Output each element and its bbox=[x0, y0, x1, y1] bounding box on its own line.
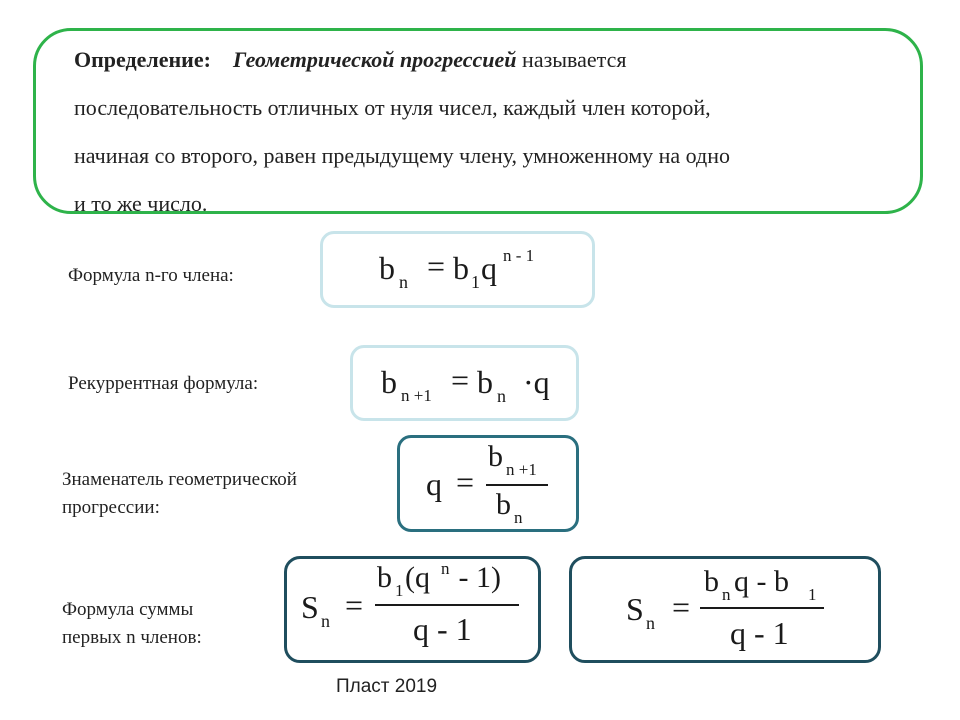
den-den-sub: n bbox=[514, 508, 523, 527]
sum2-num-rest: q - b bbox=[734, 565, 789, 598]
definition-line-3: начиная со второго, равен предыдущему члену, умноженному на одно bbox=[74, 143, 730, 168]
sum1-num-rest: - 1) bbox=[451, 561, 501, 594]
nth-b1-sub: 1 bbox=[471, 272, 480, 292]
nth-b1: b bbox=[453, 250, 469, 286]
definition-term: Геометрической прогрессией bbox=[232, 47, 517, 72]
sum2-num-b: b bbox=[704, 565, 719, 598]
definition-line-2: последовательность отличных от нуля чисел, каждый член которой, bbox=[74, 95, 711, 120]
nth-b-sub: n bbox=[399, 272, 408, 292]
rec-equals: = bbox=[451, 362, 470, 398]
nth-b: b bbox=[379, 250, 395, 286]
sum1-num-q: (q bbox=[405, 561, 430, 594]
sum1-fraction-line bbox=[375, 604, 519, 606]
den-den-b: b bbox=[496, 488, 511, 521]
denominator-label-line1: Знаменатель геометрической bbox=[62, 469, 297, 490]
definition-label: Определение: bbox=[74, 47, 211, 72]
den-fraction-line bbox=[486, 484, 548, 486]
sum1-S-sub: n bbox=[321, 611, 330, 631]
sum-formula-2-box bbox=[569, 556, 881, 663]
sum2-num-b-sub: n bbox=[722, 585, 731, 604]
sum-label-line1: Формула суммы bbox=[62, 599, 194, 620]
nth-exponent: n - 1 bbox=[503, 246, 535, 265]
footer-credit: Пласт 2019 bbox=[336, 676, 438, 697]
denominator-formula-box bbox=[397, 435, 579, 532]
denominator-label-line2: прогрессии: bbox=[62, 497, 160, 518]
sum-formula-1-box bbox=[284, 556, 541, 663]
sum1-num-b: b bbox=[377, 561, 392, 594]
nth-equals: = bbox=[427, 248, 446, 284]
sum1-num-b-sub: 1 bbox=[395, 581, 404, 600]
sum2-den: q - 1 bbox=[730, 615, 789, 651]
recurrent-formula-box bbox=[350, 345, 579, 421]
sum2-equals: = bbox=[672, 589, 691, 625]
sum2-S: S bbox=[626, 591, 644, 627]
sum2-fraction-line bbox=[700, 607, 824, 609]
rec-sub-right: n bbox=[497, 386, 506, 406]
rec-b-right: b bbox=[477, 364, 493, 400]
rec-sub-left: n +1 bbox=[401, 386, 432, 405]
definition-text bbox=[74, 36, 894, 228]
den-num-b: b bbox=[488, 440, 503, 473]
nth-q: q bbox=[481, 250, 497, 286]
den-q: q bbox=[426, 466, 442, 502]
den-equals: = bbox=[456, 464, 475, 500]
nth-term-formula-box bbox=[320, 231, 595, 308]
sum1-num-exp: n bbox=[441, 559, 450, 578]
sum1-equals: = bbox=[345, 587, 364, 623]
nth-term-label: Формула n-го члена: bbox=[68, 265, 234, 286]
den-num-sub: n +1 bbox=[506, 460, 537, 479]
sum-label-line2: первых n членов: bbox=[62, 627, 202, 648]
definition-line-4: и то же число. bbox=[74, 191, 208, 216]
definition-line1-rest: называется bbox=[522, 47, 627, 72]
sum2-S-sub: n bbox=[646, 613, 655, 633]
recurrent-label: Рекуррентная формула: bbox=[68, 373, 259, 394]
sum1-den: q - 1 bbox=[413, 611, 472, 647]
sum1-S: S bbox=[301, 589, 319, 625]
definition-line-1 bbox=[74, 36, 894, 84]
sum2-num-b1-sub: 1 bbox=[808, 585, 817, 604]
rec-b-left: b bbox=[381, 364, 397, 400]
rec-dot-q: ·q bbox=[523, 364, 550, 400]
